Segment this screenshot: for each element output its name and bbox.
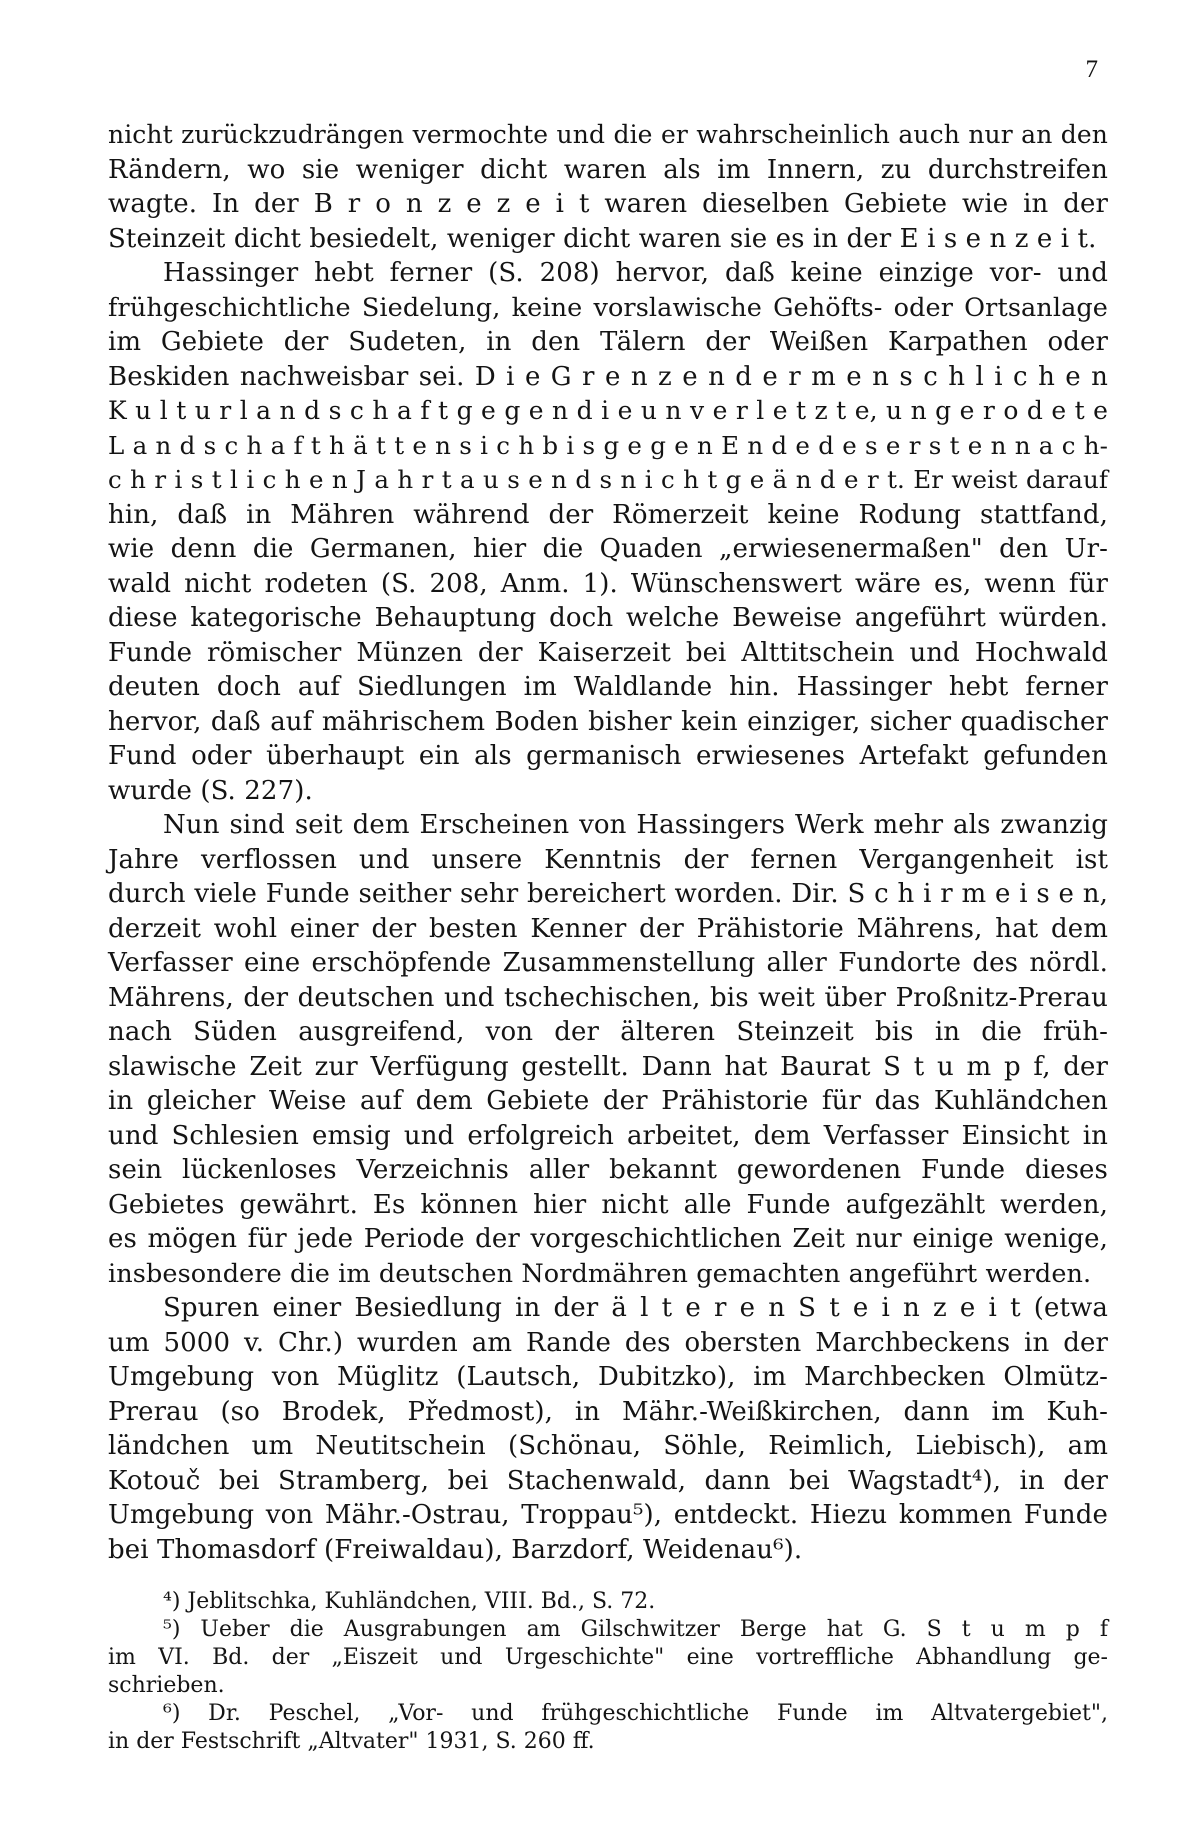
- text-line: diese kategorische Behauptung doch welche Beweise angeführt würden.: [108, 603, 1108, 633]
- text-line: und Schlesien emsig und erfolgreich arbeitet, dem Verfasser Einsicht in: [108, 1120, 1108, 1151]
- text-line: durch viele Funde seither sehr bereichert worden. Dir. S c h i r m e i s e n,: [108, 879, 1108, 909]
- text-line: wagte. In der B r o n z e z e i t waren dieselben Gebiete wie in der: [108, 189, 1108, 219]
- footnote-line: in der Festschrift „Altvater" 1931, S. 260 ff.: [108, 1729, 595, 1754]
- text-line: Spuren einer Besiedlung in der ä l t e r e n S t e i n z e i t (etwa: [163, 1293, 1108, 1323]
- footnote-line: ⁵) Ueber die Ausgrabungen am Gilschwitzer Berge hat G. S t u m p f: [163, 1617, 1108, 1642]
- footnote-line: schrieben.: [108, 1673, 225, 1698]
- text-line: Rändern, wo sie weniger dicht waren als im Innern, zu durchstreifen: [108, 154, 1108, 185]
- text-line: ländchen um Neutitschein (Schönau, Söhle, Reimlich, Liebisch), am: [108, 1431, 1108, 1461]
- text-line: slawische Zeit zur Verfügung gestellt. Dann hat Baurat S t u m p f, der: [108, 1051, 1108, 1082]
- text-line: wurde (S. 227).: [108, 775, 313, 806]
- text-line: c h r i s t l i c h e n J a h r t a u s e n d s n i c h t g e ä n d e r t. Er weist darauf: [108, 465, 1108, 494]
- text-line: Kotouč bei Stramberg, bei Stachenwald, dann bei Wagstadt⁴), in der: [108, 1465, 1108, 1496]
- text-line: Jahre verflossen und unsere Kenntnis der fernen Vergangenheit ist: [108, 844, 1108, 875]
- text-line: es mögen für jede Periode der vorgeschichtlichen Zeit nur einige wenige,: [108, 1224, 1108, 1254]
- footnote-line: ⁶) Dr. Peschel, „Vor- und frühgeschichtliche Funde im Altvatergebiet",: [163, 1701, 1108, 1726]
- text-line: Mährens, der deutschen und tschechischen, bis weit über Proßnitz-Prerau: [108, 982, 1108, 1013]
- text-line: K u l t u r l a n d s c h a f t g e g e n d i e u n v e r l e t z t e, u n g e r o d e t e: [108, 396, 1108, 425]
- text-line: in gleicher Weise auf dem Gebiete der Prähistorie für das Kuhländchen: [108, 1086, 1108, 1116]
- text-line: Nun sind seit dem Erscheinen von Hassingers Werk mehr als zwanzig: [163, 810, 1108, 840]
- text-line: im Gebiete der Sudeten, in den Tälern der Weißen Karpathen oder: [108, 327, 1108, 357]
- text-line: Funde römischer Münzen der Kaiserzeit bei Alttitschein und Hochwald: [108, 637, 1108, 668]
- text-line: um 5000 v. Chr.) wurden am Rande des obersten Marchbeckens in der: [108, 1327, 1108, 1358]
- text-line: derzeit wohl einer der besten Kenner der Prähistorie Mährens, hat dem: [108, 913, 1108, 944]
- text-line: insbesondere die im deutschen Nordmähren gemachten angeführt werden.: [108, 1258, 1092, 1289]
- text-line: deuten doch auf Siedlungen im Waldlande hin. Hassinger hebt ferner: [108, 672, 1108, 702]
- footnotes: [108, 1588, 1108, 1756]
- text-line: Verfasser eine erschöpfende Zusammenstellung aller Fundorte des nördl.: [108, 948, 1108, 978]
- text-line: wald nicht rodeten (S. 208, Anm. 1). Wünschenswert wäre es, wenn für: [108, 568, 1108, 599]
- text-line: Steinzeit dicht besiedelt, weniger dicht waren sie es in der E i s e n z e i t.: [108, 223, 1097, 254]
- text-line: L a n d s c h a f t h ä t t e n s i c h b i s g e g e n E n d e d e s e r s t e n n a c h-: [108, 430, 1108, 460]
- body-text: [108, 118, 1108, 1567]
- text-line: Hassinger hebt ferner (S. 208) hervor, daß keine einzige vor- und: [163, 258, 1108, 288]
- footnote-line: im VI. Bd. der „Eiszeit und Urgeschichte" eine vortreffliche Abhandlung ge-: [108, 1645, 1108, 1670]
- text-line: sein lückenloses Verzeichnis aller bekannt gewordenen Funde dieses: [108, 1155, 1108, 1185]
- footnote-line: ⁴) Jeblitschka, Kuhländchen, VIII. Bd., S. 72.: [163, 1589, 656, 1614]
- text-line: frühgeschichtliche Siedelung, keine vorslawische Gehöfts- oder Ortsanlage: [108, 292, 1108, 323]
- text-line: nicht zurückzudrängen vermochte und die er wahrscheinlich auch nur an den: [108, 120, 1108, 149]
- text-line: nach Süden ausgreifend, von der älteren Steinzeit bis in die früh-: [108, 1017, 1108, 1047]
- text-line: Prerau (so Brodek, Předmost), in Mähr.-Weißkirchen, dann im Kuh-: [108, 1396, 1108, 1427]
- text-line: Gebietes gewährt. Es können hier nicht alle Funde aufgezählt werden,: [108, 1189, 1108, 1220]
- text-line: bei Thomasdorf (Freiwaldau), Barzdorf, Weidenau⁶).: [108, 1534, 803, 1565]
- text-line: Beskiden nachweisbar sei. D i e G r e n z e n d e r m e n s c h l i c h e n: [108, 361, 1108, 392]
- text-line: wie denn die Germanen, hier die Quaden „erwiesenermaßen" den Ur-: [108, 534, 1108, 564]
- text-line: Fund oder überhaupt ein als germanisch erwiesenes Artefakt gefunden: [108, 741, 1108, 771]
- text-line: hin, daß in Mähren während der Römerzeit keine Rodung stattfand,: [108, 499, 1108, 530]
- text-line: Umgebung von Mähr.-Ostrau, Troppau⁵), entdeckt. Hiezu kommen Funde: [108, 1500, 1108, 1530]
- text-line: hervor, daß auf mährischem Boden bisher kein einziger, sicher quadischer: [108, 706, 1108, 737]
- page-number: 7: [1085, 56, 1098, 83]
- text-line: Umgebung von Müglitz (Lautsch, Dubitzko), im Marchbecken Olmütz-: [108, 1362, 1108, 1392]
